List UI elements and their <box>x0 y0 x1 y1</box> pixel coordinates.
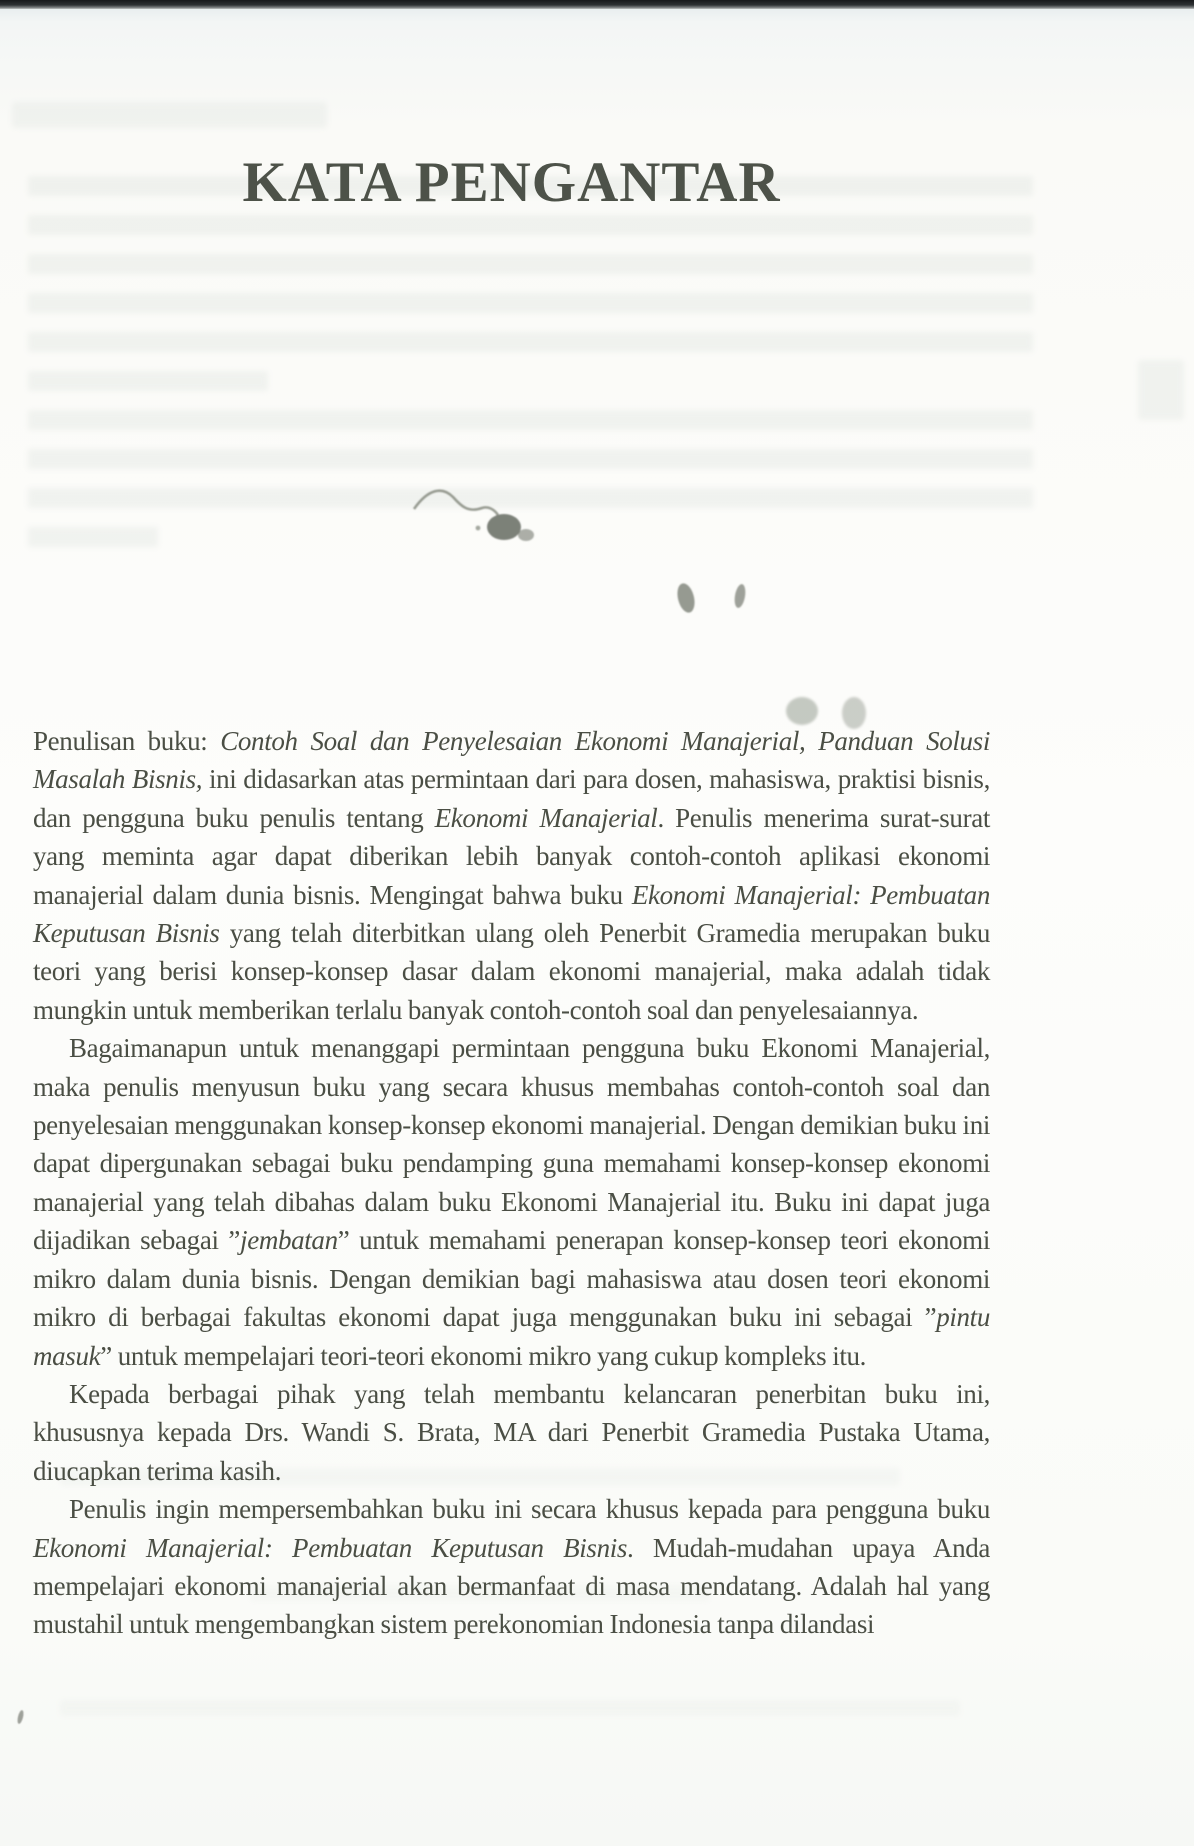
body-paragraph-3 <box>33 1375 990 1490</box>
bleed-through-line <box>28 410 1033 430</box>
text-run-italic: jembatan <box>240 1225 338 1256</box>
bleed-through-line <box>28 371 268 391</box>
bleed-through-fragment <box>1138 360 1184 420</box>
body-paragraph-2 <box>33 1029 990 1375</box>
bleed-through-line <box>28 332 1033 352</box>
text-run: ini didasarkan atas permintaan dari para dosen, mahasiswa, praktisi bisnis, dan pengguna buku penulis tentang <box>33 764 990 833</box>
bleed-through-line <box>28 527 158 547</box>
preface-body <box>33 722 990 1644</box>
bleed-through-line <box>28 215 1033 235</box>
scanner-edge-strip <box>0 0 1194 9</box>
text-run: Kepada berbagai pihak yang telah membantu kelancaran penerbitan buku ini, khususnya kepada Drs. Wandi S. Brata, MA dari Penerbit Gramedia Pustaka Utama, diucapkan terima kasih. <box>33 1378 990 1486</box>
bleed-through-line <box>28 293 1033 313</box>
text-run-italic: Ekonomi Manajerial: Pembuatan Keputusan Bisnis <box>33 879 990 949</box>
text-run: ” untuk mempelajari teori-teori ekonomi mikro yang cukup kompleks itu. <box>100 1340 867 1371</box>
body-paragraph-4 <box>33 1490 990 1644</box>
text-run-italic: Contoh Soal dan Penyelesaian Ekonomi Manajerial, Panduan Solusi Masalah Bisnis, <box>33 726 990 795</box>
text-run: Penulis ingin mempersembahkan buku ini secara khusus kepada para pengguna buku <box>69 1494 990 1525</box>
page-title: KATA PENGANTAR <box>242 151 781 214</box>
body-paragraph-1 <box>33 722 990 1029</box>
ink-smudge <box>668 576 763 621</box>
text-run: yang telah diterbitkan ulang oleh Penerbit Gramedia merupakan buku teori yang berisi konsep-konsep dasar dalam ekonomi manajerial, maka adalah tidak mungkin untuk memberikan terlalu banyak contoh-contoh soal dan penyelesaiannya. <box>33 918 990 1025</box>
bleed-through-fragment <box>12 102 327 128</box>
bleed-through-line <box>28 488 1033 508</box>
bleed-through-line <box>28 449 1033 469</box>
text-run-italic: Ekonomi Manajerial: Pembuatan Keputusan Bisnis <box>33 1532 628 1563</box>
text-run: . Penulis menerima surat-surat yang meminta agar dapat diberikan lebih banyak contoh-contoh aplikasi ekonomi manajerial dalam dunia bisnis. Mengingat bahwa buku <box>33 802 990 910</box>
text-run-italic: pintu masuk <box>33 1302 990 1371</box>
text-run-italic: Ekonomi Manajerial <box>434 802 658 833</box>
bleed-through-block <box>28 176 1033 566</box>
bleed-through-line <box>28 254 1033 274</box>
ink-smudge <box>16 1710 24 1725</box>
text-run: . Mudah-mudahan upaya Anda mempelajari ekonomi manajerial akan bermanfaat di masa mendatang. Adalah hal yang mustahil untuk mengembangkan sistem perekonomian Indonesia tanpa dilandasi <box>33 1532 991 1640</box>
text-run: ” untuk memahami penerapan konsep-konsep teori ekonomi mikro dalam dunia bisnis. Dengan demikian bagi mahasiswa atau dosen teori ekonomi mikro di berbagai fakultas ekonomi dapat juga menggunakan buku ini sebagai ” <box>33 1225 990 1333</box>
text-run: Penulisan buku: <box>33 726 221 756</box>
text-run: Bagaimanapun untuk menanggapi permintaan pengguna buku Ekonomi Manajerial, maka penulis menyusun buku yang secara khusus membahas contoh-contoh soal dan penyelesaian menggunakan konsep-konsep ekonomi manajerial. Dengan demikian buku ini dapat dipergunakan sebagai buku pendamping guna memahami konsep-konsep ekonomi manajerial yang telah dibahas dalam buku Ekonomi Manajerial itu. Buku ini dapat juga dijadikan sebagai ” <box>33 1033 990 1256</box>
bleed-through-fragment <box>60 1700 960 1716</box>
